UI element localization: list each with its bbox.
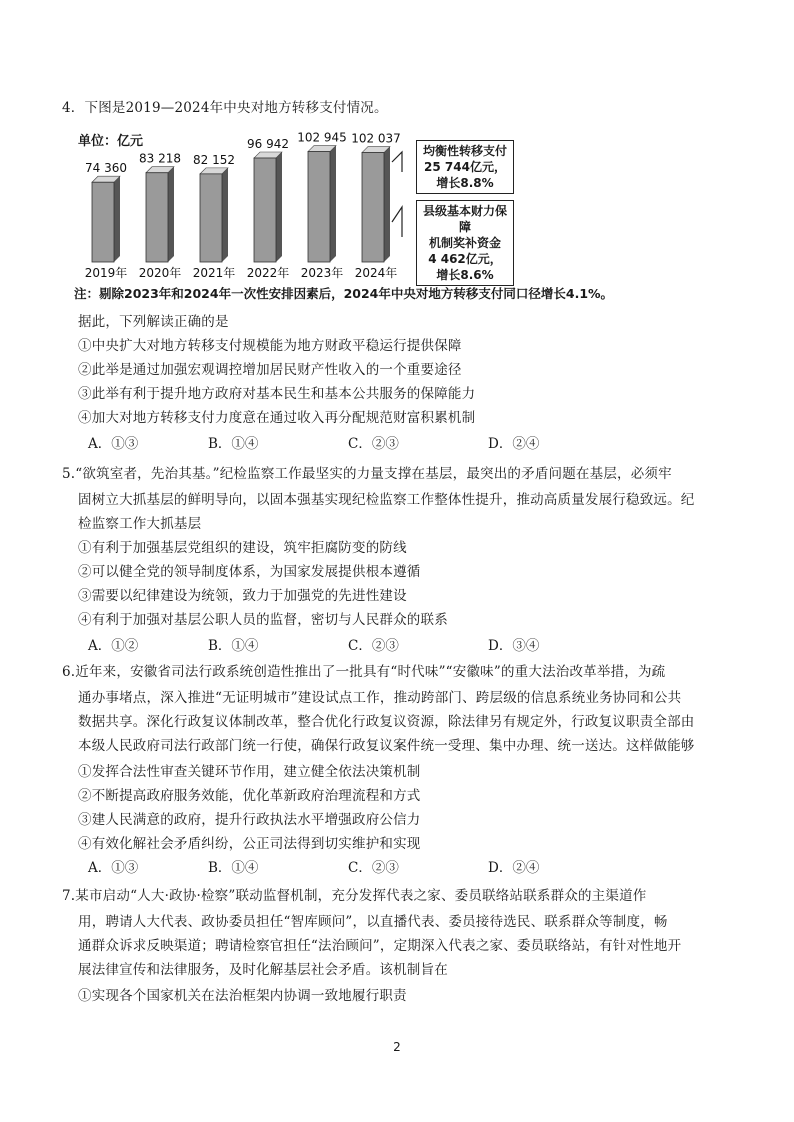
- q4-item-2: ②此举是通过加强宏观调控增加居民财产性收入的一个重要途径: [78, 362, 462, 378]
- q7-stem-line-3: 通群众诉求反映渠道；聘请检察官担任“法治顾问”，定期深入代表之家、委员联络站，有针对性地开: [78, 938, 682, 954]
- q5-option-d[interactable]: D．③④: [488, 638, 540, 654]
- bar-side: [222, 168, 228, 262]
- q6-item-3: ③建人民满意的政府，提升行政执法水平增强政府公信力: [78, 812, 421, 828]
- q7-item-1: ①实现各个国家机关在法治框架内协调一致地履行职责: [78, 988, 407, 1004]
- callout-line: 25 744亿元，: [424, 160, 506, 174]
- bar: [200, 174, 222, 262]
- q5-item-2: ②可以健全党的领导制度体系，为国家发展提供根本遵循: [78, 564, 421, 580]
- q6-stem-line-1: 6.近年来，安徽省司法行政系统创造性推出了一批具有“时代味”“安徽味”的重大法治改革举措，为疏: [62, 664, 666, 680]
- transfer-payment-bar-chart: [78, 122, 408, 282]
- q6-option-c[interactable]: C．②③: [348, 860, 399, 876]
- callout-line: 增长8.6%: [436, 268, 494, 282]
- bar-value-label: 102 945: [297, 130, 347, 145]
- q5-item-4: ④有利于加强对基层公职人员的监督，密切与人民群众的联系: [78, 612, 448, 628]
- bar-value-label: 74 360: [85, 161, 127, 176]
- bar: [146, 173, 168, 262]
- x-tick-label: 2022年: [246, 266, 290, 280]
- q7-stem-line-4: 展法律宣传和法律服务，及时化解基层社会矛盾。该机制旨在: [78, 962, 448, 978]
- chart-note: 注：剔除2023年和2024年一次性安排因素后，2024年中央对地方转移支付同口径增长4.1%。: [74, 286, 614, 301]
- q5-item-1: ①有利于加强基层党组织的建设，筑牢拒腐防变的防线: [78, 540, 407, 556]
- q4-stem: 4．下图是2019—2024年中央对地方转移支付情况。: [62, 100, 388, 116]
- q6-stem-line-2: 通办事堵点，深入推进“无证明城市”建设试点工作，推动跨部门、跨层级的信息系统业务协同和公共: [78, 690, 682, 706]
- bar-side: [168, 167, 174, 262]
- bar: [254, 158, 276, 262]
- bar-value-label: 102 037: [351, 131, 401, 146]
- x-tick-label: 2023年: [300, 266, 344, 280]
- x-tick-label: 2021年: [192, 266, 236, 280]
- q4-option-a[interactable]: A．①③: [88, 436, 139, 452]
- q4-item-4: ④加大对地方转移支付力度意在通过收入再分配规范财富积累机制: [78, 410, 476, 426]
- callout-connector: [392, 152, 402, 172]
- bar: [362, 153, 384, 262]
- q6-item-2: ②不断提高政府服务效能，优化革新政府治理流程和方式: [78, 788, 421, 804]
- q4-item-3: ③此举有利于提升地方政府对基本民生和基本公共服务的保障能力: [78, 386, 476, 402]
- x-tick-label: 2024年: [354, 266, 398, 280]
- q6-item-4: ④有效化解社会矛盾纠纷，公正司法得到切实维护和实现: [78, 836, 421, 852]
- bar-side: [276, 152, 282, 262]
- bar-value-label: 82 152: [193, 152, 235, 167]
- callout-line: 县级基本财力保障: [422, 204, 507, 234]
- q4-option-c[interactable]: C．②③: [348, 436, 399, 452]
- bar-side: [384, 147, 390, 262]
- q4-option-b[interactable]: B．①④: [208, 436, 259, 452]
- callout-line: 均衡性转移支付: [422, 144, 507, 158]
- q5-stem-line-3: 检监察工作大抓基层: [78, 516, 202, 532]
- q5-item-3: ③需要以纪律建设为统领，致力于加强党的先进性建设: [78, 588, 407, 604]
- q7-stem-line-1: 7.某市启动“人大·政协·检察”联动监督机制，充分发挥代表之家、委员联络站联系群众的主渠道作: [62, 888, 647, 904]
- q4-lead: 据此，下列解读正确的是: [78, 314, 229, 330]
- callout-line: 增长8.8%: [436, 176, 494, 190]
- q6-option-b[interactable]: B．①④: [208, 860, 259, 876]
- q6-option-a[interactable]: A．①③: [88, 860, 139, 876]
- callout-county-fiscal-guarantee: [416, 200, 514, 286]
- q4-item-1: ①中央扩大对地方转移支付规模能为地方财政平稳运行提供保障: [78, 338, 462, 354]
- q5-option-a[interactable]: A．①②: [88, 638, 139, 654]
- q4-option-d[interactable]: D．②④: [488, 436, 540, 452]
- q5-stem-line-1: 5.“欲筑室者，先治其基。”纪检监察工作最坚实的力量支撑在基层，最突出的矛盾问题在基层，必须牢: [62, 466, 672, 482]
- q6-option-d[interactable]: D．②④: [488, 860, 540, 876]
- bar-side: [114, 176, 120, 262]
- bar: [92, 182, 114, 262]
- q5-option-b[interactable]: B．①④: [208, 638, 259, 654]
- q7-stem-line-2: 用，聘请人大代表、政协委员担任“智库顾问”，以直播代表、委员接待选民、联系群众等制度，畅: [78, 914, 668, 930]
- callout-connector: [392, 207, 402, 237]
- q5-option-c[interactable]: C．②③: [348, 638, 399, 654]
- callout-balanced-transfer: [416, 140, 514, 194]
- q6-item-1: ①发挥合法性审查关键环节作用，建立健全依法决策机制: [78, 764, 421, 780]
- bar-side: [330, 146, 336, 262]
- q5-stem-line-2: 固树立大抓基层的鲜明导向，以固本强基实现纪检监察工作整体性提升，推动高质量发展行稳致远。纪: [78, 492, 695, 508]
- x-tick-label: 2020年: [138, 266, 182, 280]
- callout-line: 机制奖补资金: [428, 236, 501, 250]
- q6-stem-line-3: 数据共享。深化行政复议体制改革，整合优化行政复议资源，除法律另有规定外，行政复议职责全部由: [78, 714, 695, 730]
- bar-value-label: 96 942: [247, 137, 289, 152]
- page-number: 2: [393, 1040, 401, 1054]
- bar: [308, 152, 330, 262]
- q6-stem-line-4: 本级人民政府司法行政部门统一行使，确保行政复议案件统一受理、集中办理、统一送达。这样做能够: [78, 738, 695, 754]
- callout-line: 4 462亿元，: [428, 252, 502, 266]
- chart-unit-label: 单位：亿元: [78, 134, 144, 149]
- x-tick-label: 2019年: [84, 266, 128, 280]
- bar-value-label: 83 218: [139, 151, 181, 166]
